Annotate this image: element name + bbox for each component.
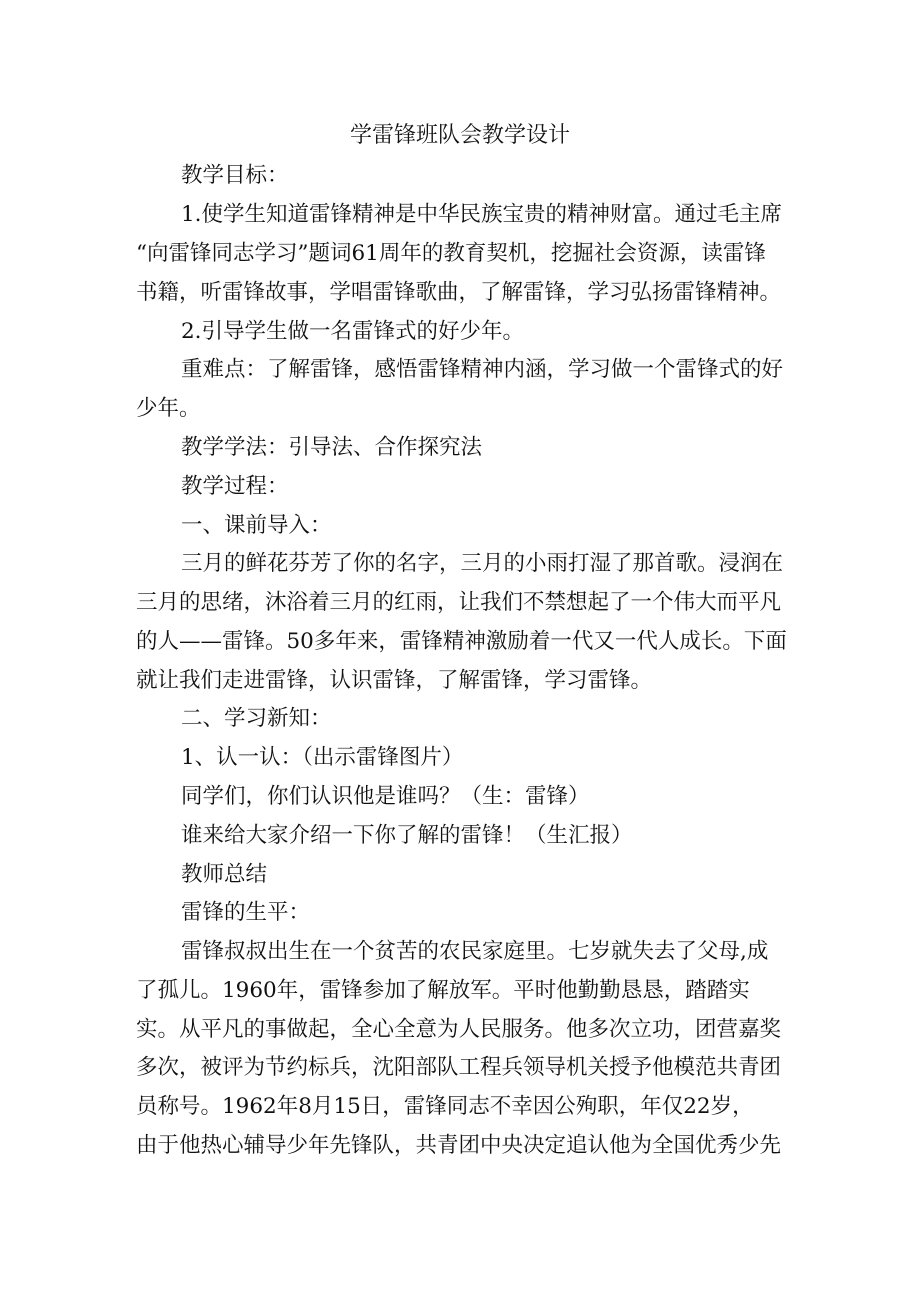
paragraph-line: 雷锋的生平： (181, 900, 311, 925)
heading-objectives: 教学目标： (181, 163, 289, 188)
paragraph-line: 就让我们走进雷锋，认识雷锋，了解雷锋，学习雷锋。 (136, 668, 653, 693)
paragraph-line: 实。从平凡的事做起，全心全意为人民服务。他多次立功，团营嘉奖 (136, 1017, 782, 1042)
paragraph-line: 多次，被评为节约标兵，沈阳部队工程兵领导机关授予他模范共青团 (136, 1055, 782, 1080)
paragraph-line: 1、认一认：（出示雷锋图片） (181, 745, 464, 770)
paragraph-line: 三月的思绪，沐浴着三月的红雨，让我们不禁想起了一个伟大而平凡 (136, 590, 782, 615)
paragraph-line: “向雷锋同志学习”题词61周年的教育契机，挖掘社会资源，读雷锋 (136, 241, 766, 266)
heading-process: 教学过程： (181, 474, 289, 499)
paragraph-line: 谁来给大家介绍一下你了解的雷锋！（生汇报） (181, 823, 633, 848)
paragraph-line: 教师总结 (181, 862, 268, 887)
paragraph-line: 了孤儿。1960年，雷锋参加了解放军。平时他勤勤恳恳，踏踏实 (136, 978, 750, 1003)
paragraph-line: 的人——雷锋。50多年来，雷锋精神激励着一代又一代人成长。下面 (136, 629, 787, 654)
paragraph-line: 1.使学生知道雷锋精神是中华民族宝贵的精神财富。通过毛主席 (181, 202, 783, 227)
section-heading: 二、学习新知： (181, 706, 332, 731)
section-heading: 一、课前导入： (181, 513, 332, 538)
paragraph-line: 2.引导学生做一名雷锋式的好少年。 (181, 319, 525, 344)
paragraph-line: 雷锋叔叔出生在一个贫苦的农民家庭里。七岁就失去了父母,成 (181, 939, 769, 964)
paragraph-line: 书籍，听雷锋故事，学唱雷锋歌曲，了解雷锋，学习弘扬雷锋精神。 (136, 280, 782, 305)
paragraph-line: 员称号。1962年8月15日，雷锋同志不幸因公殉职，年仅22岁， (136, 1094, 754, 1119)
paragraph-line: 同学们，你们认识他是谁吗？（生：雷锋） (181, 784, 590, 809)
paragraph-line: 重难点：了解雷锋，感悟雷锋精神内涵，学习做一个雷锋式的好 (181, 357, 784, 382)
document-title: 学雷锋班队会教学设计 (349, 123, 570, 148)
paragraph-line: 少年。 (136, 396, 201, 421)
paragraph-line: 教学学法：引导法、合作探究法 (181, 435, 483, 460)
paragraph-line: 三月的鲜花芬芳了你的名字，三月的小雨打湿了那首歌。浸润在 (181, 551, 784, 576)
paragraph-line: 由于他热心辅导少年先锋队，共青团中央决定追认他为全国优秀少先 (136, 1133, 782, 1158)
